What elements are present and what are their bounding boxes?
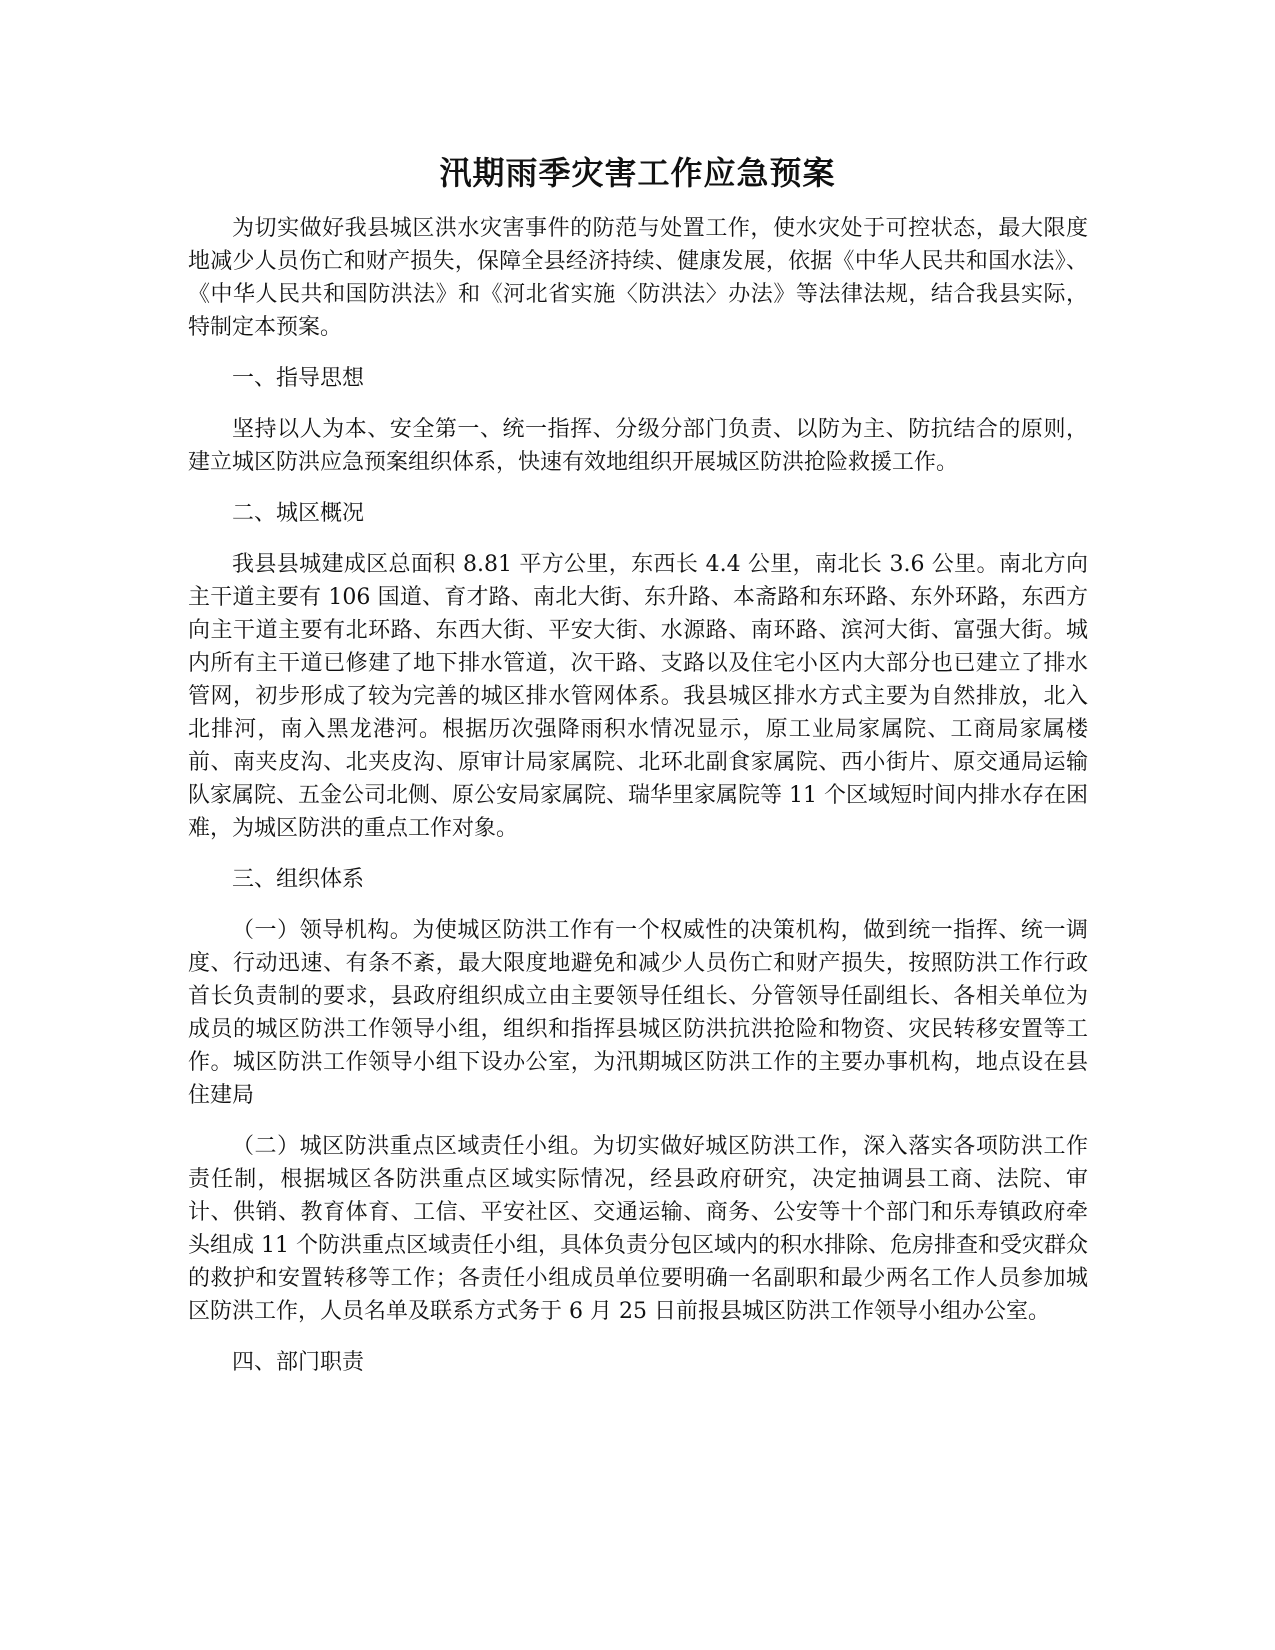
document-title: 汛期雨季灾害工作应急预案 (439, 154, 836, 192)
guiding-ideology-paragraph: 坚持以人为本、安全第一、统一指挥、分级分部门负责、以防为主、防抗结合的原则，建立城区防洪应急预案组织体系，快速有效地组织开展城区防洪抢险救援工作。 (188, 417, 1088, 475)
city-overview-paragraph: 我县县城建成区总面积 8.81 平方公里，东西长 4.4 公里，南北长 3.6 公里。南北方向主干道主要有 106 国道、育才路、南北大街、东升路、本斋路和东环路、东外环路，东西方向主干道主要有北环路、东西大街、平安大街、水源路、南环路、滨河大街、富强大街。城内所有主干道已修建了地下排水管道，次干路、支路以及住宅小区内大部分也已建立了排水管网，初步形成了较为完善的城区排水管网体系。我县城区排水方式主要为自然排放，北入北排河，南入黑龙港河。根据历次强降雨积水情况显示，原工业局家属院、工商局家属楼前、南夹皮沟、北夹皮沟、原审计局家属院、北环北副食家属院、西小街片、原交通局运输队家属院、五金公司北侧、原公安局家属院、瑞华里家属院等 11 个区域短时间内排水存在困难，为城区防洪的重点工作对象。 (188, 552, 1088, 841)
document-body (188, 212, 1088, 1397)
section-heading-organization: 三、组织体系 (232, 867, 365, 892)
section-heading-city-overview: 二、城区概况 (232, 501, 365, 526)
responsibility-groups-paragraph: （二）城区防洪重点区域责任小组。为切实做好城区防洪工作，深入落实各项防洪工作责任制，根据城区各防洪重点区域实际情况，经县政府研究，决定抽调县工商、法院、审计、供销、教育体育、工信、平安社区、交通运输、商务、公安等十个部门和乐寿镇政府牵头组成 11 个防洪重点区域责任小组，具体负责分包区域内的积水排除、危房排查和受灾群众的救护和安置转移等工作；各责任小组成员单位要明确一名副职和最少两名工作人员参加城区防洪工作，人员名单及联系方式务于 6 月 25 日前报县城区防洪工作领导小组办公室。 (188, 1134, 1088, 1324)
section-heading-guiding-ideology: 一、指导思想 (232, 366, 365, 391)
leadership-paragraph: （一）领导机构。为使城区防洪工作有一个权威性的决策机构，做到统一指挥、统一调度、行动迅速、有条不紊，最大限度地避免和减少人员伤亡和财产损失，按照防洪工作行政首长负责制的要求，县政府组织成立由主要领导任组长、分管领导任副组长、各相关单位为成员的城区防洪工作领导小组，组织和指挥县城区防洪抗洪抢险和物资、灾民转移安置等工作。城区防洪工作领导小组下设办公室，为汛期城区防洪工作的主要办事机构，地点设在县住建局 (188, 918, 1088, 1108)
section-heading-department-duties: 四、部门职责 (232, 1350, 365, 1375)
intro-paragraph: 为切实做好我县城区洪水灾害事件的防范与处置工作，使水灾处于可控状态，最大限度地减少人员伤亡和财产损失，保障全县经济持续、健康发展，依据《中华人民共和国水法》、《中华人民共和国防洪法》和《河北省实施〈防洪法〉办法》等法律法规，结合我县实际，特制定本预案。 (188, 216, 1088, 340)
